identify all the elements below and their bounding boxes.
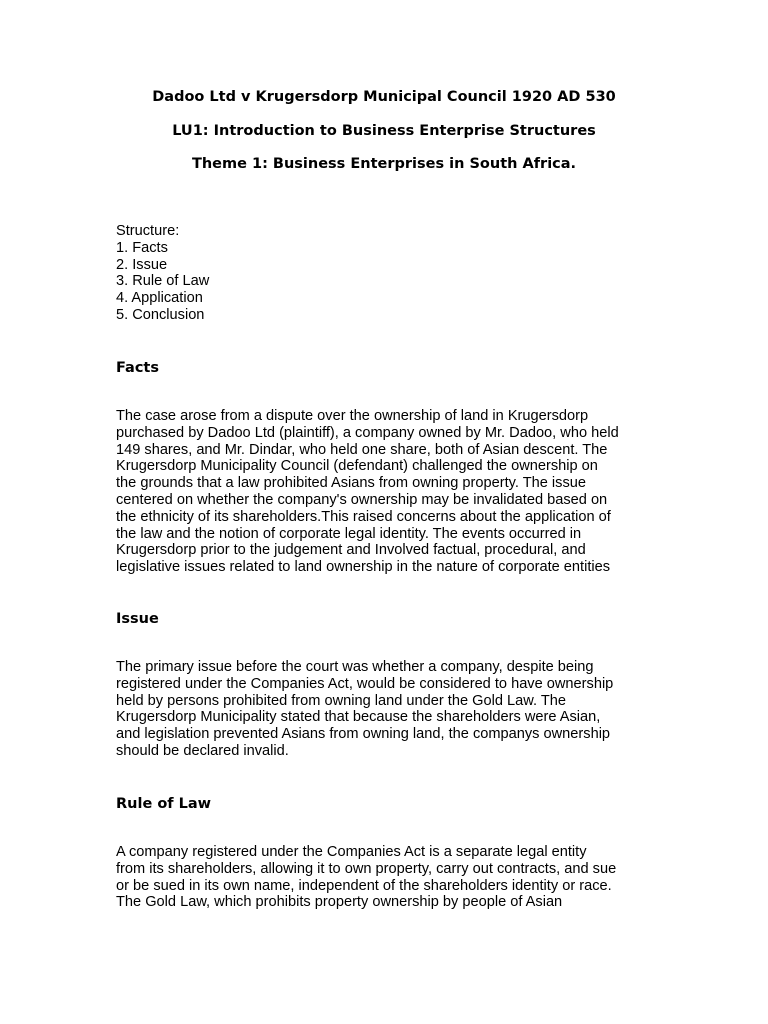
paragraph-line: Krugersdorp prior to the judgement and Involved factual, procedural, and — [116, 542, 586, 559]
case-title: Dadoo Ltd v Krugersdorp Municipal Council 1920 AD 530 — [152, 89, 616, 105]
structure-label: Structure: — [116, 223, 180, 239]
paragraph-line: held by persons prohibited from owning land under the Gold Law. The — [116, 692, 566, 709]
structure-item: 3. Rule of Law — [116, 273, 210, 290]
paragraph-line: A company registered under the Companies Act is a separate legal entity — [116, 844, 587, 860]
rule-of-law-paragraph — [116, 844, 676, 911]
paragraph-line: registered under the Companies Act, would be considered to have ownership — [116, 675, 614, 692]
facts-paragraph — [116, 408, 676, 576]
issue-paragraph — [116, 659, 676, 760]
structure-list — [116, 223, 209, 324]
paragraph-line: Krugersdorp Municipality stated that because the shareholders were Asian, — [116, 709, 601, 726]
paragraph-line: The case arose from a dispute over the ownership of land in Krugersdorp — [116, 408, 589, 424]
paragraph-line: 149 shares, and Mr. Dindar, who held one share, both of Asian descent. The — [116, 441, 608, 458]
paragraph-line: centered on whether the company's ownership may be invalidated based on — [116, 491, 608, 508]
paragraph-line: purchased by Dadoo Ltd (plaintiff), a company owned by Mr. Dadoo, who held — [116, 424, 619, 441]
paragraph-line: The primary issue before the court was whether a company, despite being — [116, 659, 594, 675]
paragraph-line: Krugersdorp Municipality Council (defendant) challenged the ownership on — [116, 458, 598, 475]
learning-unit-title: LU1: Introduction to Business Enterprise Structures — [172, 123, 596, 139]
issue-heading: Issue — [116, 611, 159, 627]
theme-title: Theme 1: Business Enterprises in South Africa. — [191, 156, 577, 172]
paragraph-line: or be sued in its own name, independent of the shareholders identity or race. — [116, 877, 612, 894]
structure-item: 4. Application — [116, 290, 203, 307]
paragraph-line: legislative issues related to land ownership in the nature of corporate entities — [116, 559, 611, 576]
structure-item: 2. Issue — [116, 256, 168, 273]
rule-of-law-heading: Rule of Law — [116, 796, 212, 812]
paragraph-line: and legislation prevented Asians from owning land, the companys ownership — [116, 726, 611, 743]
paragraph-line: The Gold Law, which prohibits property ownership by people of Asian — [116, 894, 563, 911]
paragraph-line: from its shareholders, allowing it to own property, carry out contracts, and sue — [116, 860, 617, 877]
paragraph-line: the grounds that a law prohibited Asians from owning property. The issue — [116, 475, 586, 492]
facts-heading: Facts — [116, 360, 159, 376]
paragraph-line: should be declared invalid. — [116, 742, 289, 759]
structure-item: 5. Conclusion — [116, 306, 205, 323]
structure-item: 1. Facts — [116, 239, 168, 256]
paragraph-line: the ethnicity of its shareholders.This raised concerns about the application of — [116, 508, 611, 525]
paragraph-line: the law and the notion of corporate legal identity. The events occurred in — [116, 525, 582, 542]
